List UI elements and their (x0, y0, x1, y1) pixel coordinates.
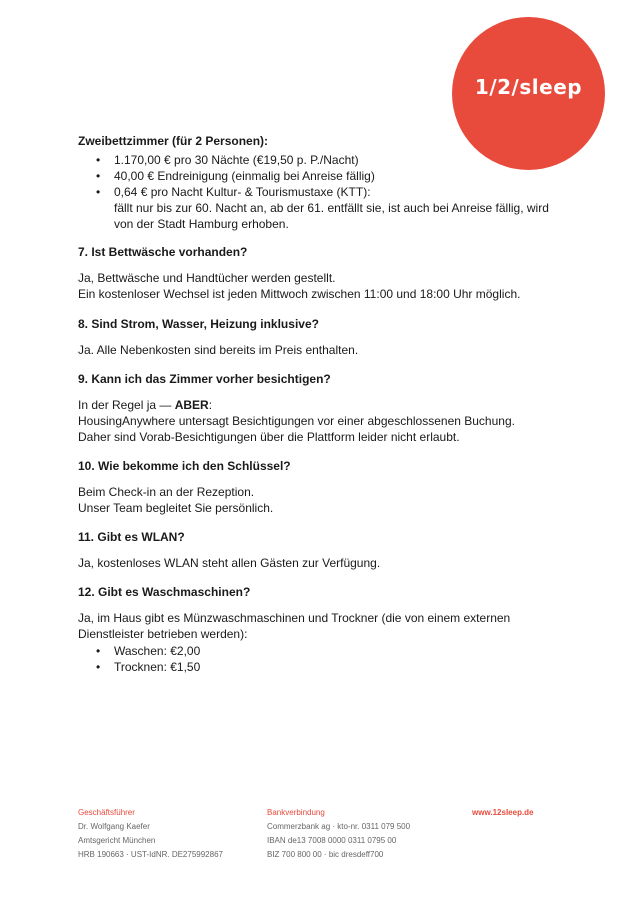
faq-answer-line: Dienstleister betrieben werden): (78, 627, 248, 641)
faq-section-7 (78, 244, 568, 302)
faq-answer-line: Ein kostenloser Wechsel ist jeden Mittwoch zwischen 11:00 und 18:00 Uhr möglich. (78, 287, 521, 301)
faq-heading: 7. Ist Bettwäsche vorhanden? (78, 245, 248, 259)
pricing-heading: Zweibettzimmer (für 2 Personen): (78, 134, 269, 148)
footer-bank (267, 806, 410, 862)
footer-website (472, 806, 534, 820)
footer-management (78, 806, 223, 862)
faq-answer-line: Beim Check-in an der Rezeption. (78, 485, 255, 499)
footer-line: IBAN de13 7008 0000 0311 0795 00 (267, 836, 397, 845)
pricing-item: • 0,64 € pro Nacht Kultur- & Tourismustaxe (KTT): (114, 184, 568, 200)
answer-emphasis: ABER (174, 398, 209, 412)
answer-prefix: In der Regel ja — (78, 398, 175, 412)
footer-line: Amtsgericht München (78, 836, 156, 845)
footer-label: Bankverbindung (267, 808, 325, 817)
footer-label: Geschäftsführer (78, 808, 135, 817)
pricing-item: • 40,00 € Endreinigung (einmalig bei Anreise fällig) (114, 168, 568, 184)
pricing-block (78, 133, 568, 232)
faq-answer-line: Ja, kostenloses WLAN steht allen Gästen zur Verfügung. (78, 556, 381, 570)
pricing-note-line2: von der Stadt Hamburg erhoben. (114, 217, 289, 231)
footer-line: BIZ 700 800 00 · bic dresdeff700 (267, 850, 384, 859)
faq-section-9 (78, 371, 568, 445)
pricing-note-line1: fällt nur bis zur 60. Nacht an, ab der 61. entfällt sie, ist auch bei Anreise fällig, wird (114, 201, 549, 215)
faq-answer-line: Ja. Alle Nebenkosten sind bereits im Preis enthalten. (78, 343, 359, 357)
faq-heading: 10. Wie bekomme ich den Schlüssel? (78, 459, 291, 473)
faq-section-11 (78, 529, 568, 571)
answer-suffix: : (208, 398, 213, 412)
faq-answer-line: Ja, Bettwäsche und Handtücher werden gestellt. (78, 271, 336, 285)
laundry-price-item: • Waschen: €2,00 (114, 643, 568, 659)
faq-answer-line (78, 397, 568, 413)
faq-heading: 9. Kann ich das Zimmer vorher besichtigen? (78, 372, 331, 386)
website-link[interactable]: www.12sleep.de (472, 808, 534, 817)
faq-section-10 (78, 458, 568, 516)
footer-line: Commerzbank ag · kto-nr. 0311 079 500 (267, 822, 411, 831)
faq-answer-line: Ja, im Haus gibt es Münzwaschmaschinen und Trockner (die von einem externen (78, 611, 511, 625)
faq-answer-line: HousingAnywhere untersagt Besichtigungen vor einer abgeschlossenen Buchung. (78, 414, 515, 428)
faq-heading: 8. Sind Strom, Wasser, Heizung inklusive? (78, 317, 319, 331)
faq-answer-line: Unser Team begleitet Sie persönlich. (78, 501, 274, 515)
pricing-list (78, 152, 568, 200)
footer-line: Dr. Wolfgang Kaefer (78, 822, 150, 831)
pricing-item: • 1.170,00 € pro 30 Nächte (€19,50 p. P./Nacht) (114, 152, 568, 168)
logo-text: 1/2/sleep (474, 75, 583, 99)
faq-heading: 12. Gibt es Waschmaschinen? (78, 585, 251, 599)
faq-heading: 11. Gibt es WLAN? (78, 530, 185, 544)
laundry-price-item: • Trocknen: €1,50 (114, 659, 568, 675)
faq-section-8 (78, 316, 568, 358)
faq-section-12 (78, 584, 568, 675)
faq-answer-line: Daher sind Vorab-Besichtigungen über die Plattform leider nicht erlaubt. (78, 430, 460, 444)
laundry-price-list (78, 643, 568, 675)
footer-line: HRB 190663 · UST-IdNR. DE275992867 (78, 850, 223, 859)
